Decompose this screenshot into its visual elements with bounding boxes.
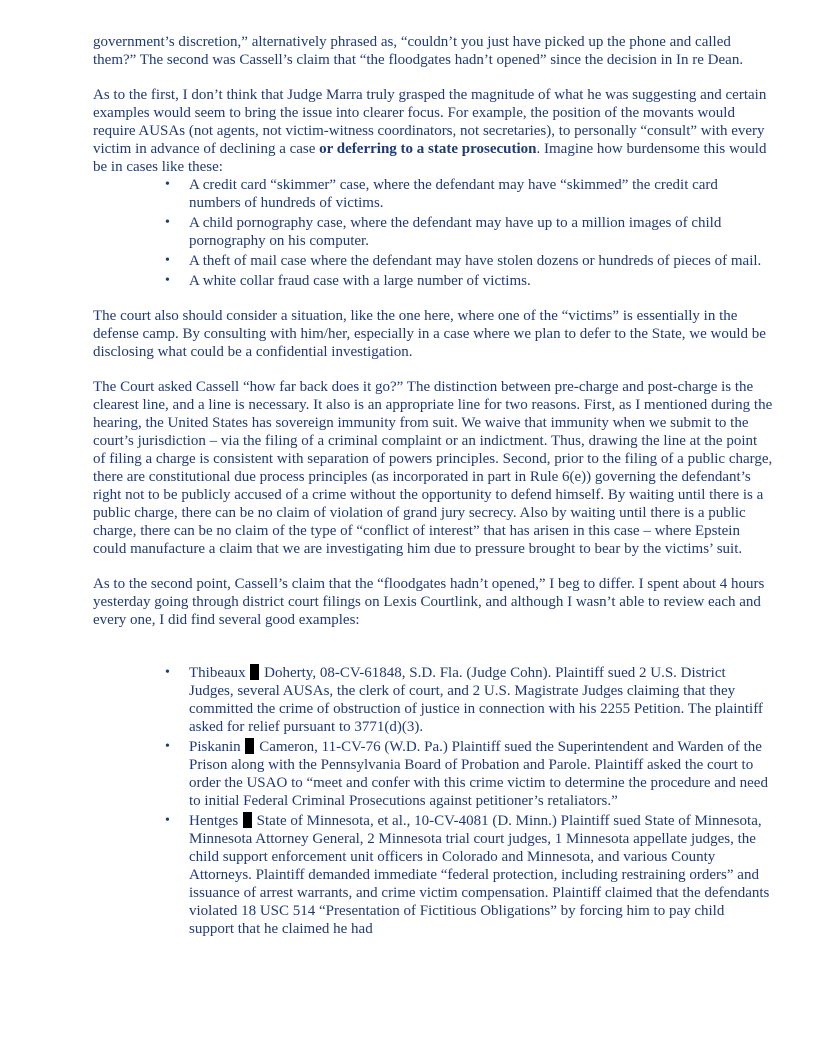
case-plaintiff: Thibeaux: [189, 665, 246, 681]
list-item: • A white collar fraud case with a large number of victims.: [165, 272, 773, 290]
case-details: Cameron, 11-CV-76 (W.D. Pa.) Plaintiff sued the Superintendent and Warden of the Prison along with the Pennsylvania Board of Probation and Parole. Plaintiff asked the court to order the USAO to “meet and confer with this crime victim to determine the procedure and need to initial Federal Criminal Prosecutions against petitioner’s retaliators.”: [189, 739, 768, 809]
paragraph-defense-camp: The court also should consider a situation, like the one here, where one of the “victims” is essentially in the defense camp. By consulting with him/her, especially in a case where we plan to defer to the State, we would be disclosing what could be a confidential investigation.: [93, 308, 766, 360]
example-cases-list: [165, 176, 773, 290]
case-details: State of Minnesota, et al., 10-CV-4081 (D. Minn.) Plaintiff sued State of Minnesota, Minnesota Attorney General, 2 Minnesota trial court judges, 1 Minnesota appellate judges, the child support enforcement unit officers in Colorado and Minnesota, and various County Attorneys. Plaintiff demanded immediate “federal protection, including restraining orders” and issuance of arrest warrants, and crime victim compensation. Plaintiff claimed that the defendants violated 18 USC 514 “Presentation of Fictitious Obligations” by forcing him to pay child support that he claimed he had: [189, 813, 770, 937]
paragraph-first-point-tail: . Imagine how burdensome this would be in cases like these:: [93, 141, 767, 175]
paragraph-floodgates: As to the second point, Cassell’s claim that the “floodgates hadn’t opened,” I beg to differ. I spent about 4 hours yesterday going through district court filings on Lexis Courtlink, and although I wasn’t able to review each and every one, I did find several good examples:: [93, 576, 765, 628]
paragraph-first-point-text: As to the first, I don’t think that Judge Marra truly grasped the magnitude of what he was suggesting and certain examples would seem to bring the issue into clearer focus. For example, the position of the movants would require AUSAs (not agents, not victim-witness coordinators, not secretaries), to personally “consult” with every victim in advance of declining a case: [93, 87, 767, 157]
list-item: [165, 664, 773, 736]
case-plaintiff: Hentges: [189, 813, 239, 829]
case-plaintiff: Piskanin: [189, 739, 241, 755]
list-item: [165, 812, 773, 938]
paragraph-first-point: [93, 86, 773, 176]
list-item: [165, 738, 773, 810]
list-item: • A credit card “skimmer” case, where the defendant may have “skimmed” the credit card numbers of hundreds of victims.: [165, 176, 773, 212]
court-filings-list: [165, 664, 773, 938]
case-details: Doherty, 08-CV-61848, S.D. Fla. (Judge Cohn). Plaintiff sued 2 U.S. District Judges, several AUSAs, the clerk of court, and 2 U.S. Magistrate Judges claiming that they committed the crime of obstruction of justice in connection with his 2255 Petition. The plaintiff asked for relief pursuant to 3771(d)(3).: [189, 665, 763, 735]
redaction-box: [243, 812, 252, 828]
redaction-box: [250, 664, 259, 680]
list-item: • A child pornography case, where the defendant may have up to a million images of child pornography on his computer.: [165, 214, 773, 250]
paragraph-intro: government’s discretion,” alternatively phrased as, “couldn’t you just have picked up the phone and called them?” The second was Cassell’s claim that “the floodgates hadn’t opened” since the decision in In re Dean.: [93, 34, 744, 68]
document-page: [93, 33, 773, 940]
list-item: • A theft of mail case where the defendant may have stolen dozens or hundreds of pieces of mail.: [165, 252, 773, 270]
paragraph-first-point-bold: or deferring to a state prosecution: [319, 141, 537, 157]
redaction-box: [245, 738, 254, 754]
paragraph-how-far-back: The Court asked Cassell “how far back does it go?” The distinction between pre-charge and post-charge is the clearest line, and a line is necessary. It also is an appropriate line for two reasons. First, as I mentioned during the hearing, the United States has sovereign immunity from suit. We waive that immunity when we submit to the court’s jurisdiction – via the filing of a criminal complaint or an indictment. Thus, drawing the line at the point of filing a charge is consistent with separation of powers principles. Second, prior to the filing of a public charge, there are constitutional due process principles (as incorporated in part in Rule 6(e)) governing the defendant’s right not to be publicly accused of a crime without the opportunity to defend himself. By waiting until there is a public charge, there can be no claim of violation of grand jury secrecy. Also by waiting until there is a public charge, there can be no claim of the type of “conflict of interest” that has arisen in this case – where Epstein could manufacture a claim that we are investigating him due to pressure brought to bear by the victims’ suit.: [93, 379, 773, 557]
